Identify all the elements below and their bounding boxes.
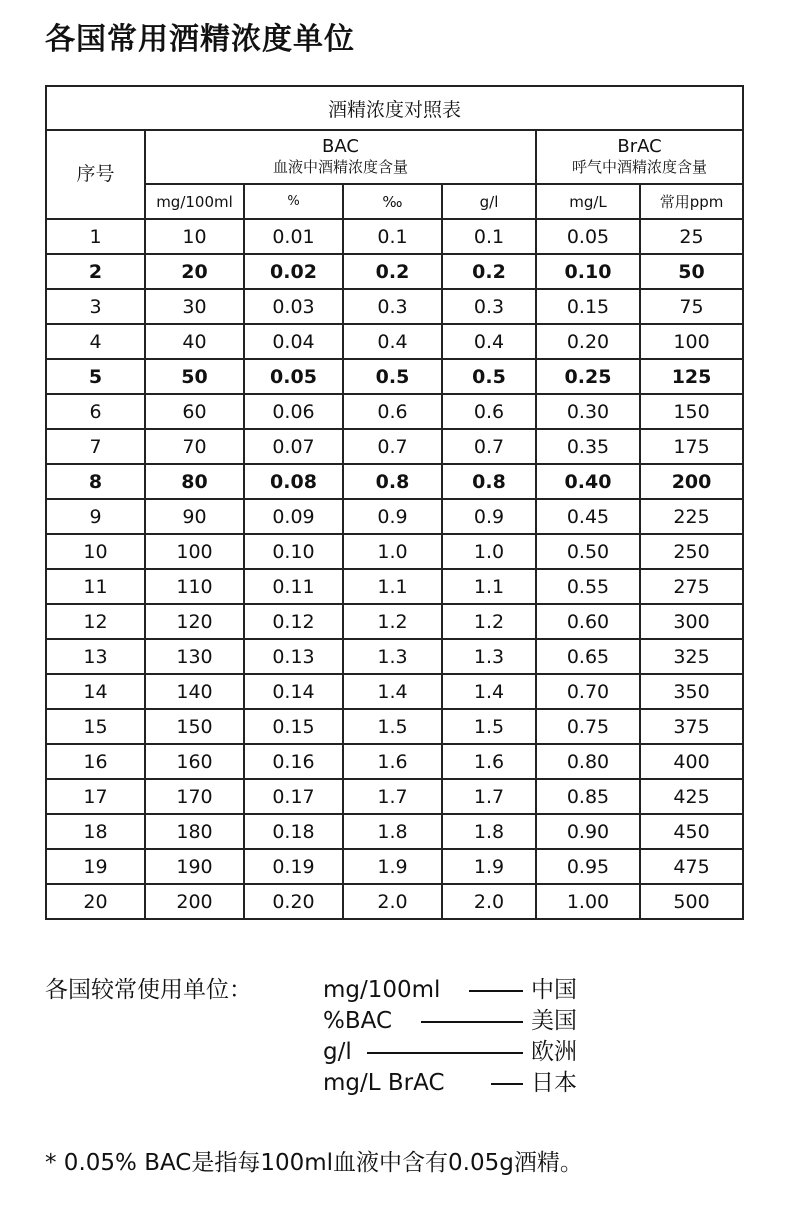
mg-100ml-cell: 100 xyxy=(145,534,244,569)
connector-line xyxy=(469,990,523,992)
mg-100ml-cell: 110 xyxy=(145,569,244,604)
common-units-list xyxy=(323,975,643,1099)
connector-line xyxy=(367,1052,523,1054)
percent-cell: 0.08 xyxy=(244,464,343,499)
permille-cell: 0.5 xyxy=(343,359,442,394)
g-l-cell: 1.9 xyxy=(442,849,536,884)
index-cell: 9 xyxy=(46,499,145,534)
index-cell: 6 xyxy=(46,394,145,429)
permille-cell: 0.6 xyxy=(343,394,442,429)
index-cell: 14 xyxy=(46,674,145,709)
permille-cell: 1.3 xyxy=(343,639,442,674)
mg-100ml-cell: 70 xyxy=(145,429,244,464)
ppm-cell: 125 xyxy=(640,359,743,394)
table-row xyxy=(46,604,743,639)
permille-cell: 1.2 xyxy=(343,604,442,639)
percent-cell: 0.10 xyxy=(244,534,343,569)
table-row xyxy=(46,394,743,429)
table-row xyxy=(46,254,743,289)
table-row xyxy=(46,289,743,324)
ppm-cell: 200 xyxy=(640,464,743,499)
table-row xyxy=(46,674,743,709)
unit-name: %BAC xyxy=(323,1008,393,1034)
index-cell: 3 xyxy=(46,289,145,324)
mg-100ml-cell: 150 xyxy=(145,709,244,744)
ppm-cell: 150 xyxy=(640,394,743,429)
percent-cell: 0.11 xyxy=(244,569,343,604)
table-row xyxy=(46,359,743,394)
g-l-cell: 0.2 xyxy=(442,254,536,289)
percent-cell: 0.09 xyxy=(244,499,343,534)
ppm-cell: 25 xyxy=(640,219,743,254)
mg-100ml-cell: 50 xyxy=(145,359,244,394)
unit-header-permille: ‰ xyxy=(343,184,442,219)
mg-100ml-cell: 40 xyxy=(145,324,244,359)
mg-l-cell: 1.00 xyxy=(536,884,640,919)
unit-header-percent: % xyxy=(244,184,343,219)
unit-region-item xyxy=(323,1037,643,1068)
mg-l-cell: 0.25 xyxy=(536,359,640,394)
g-l-cell: 1.3 xyxy=(442,639,536,674)
brac-group-description: 呼气中酒精浓度含量 xyxy=(572,158,708,176)
g-l-cell: 1.0 xyxy=(442,534,536,569)
ppm-cell: 400 xyxy=(640,744,743,779)
ppm-cell: 350 xyxy=(640,674,743,709)
ppm-cell: 75 xyxy=(640,289,743,324)
ppm-cell: 475 xyxy=(640,849,743,884)
percent-cell: 0.03 xyxy=(244,289,343,324)
table-row xyxy=(46,324,743,359)
permille-cell: 1.4 xyxy=(343,674,442,709)
mg-l-cell: 0.80 xyxy=(536,744,640,779)
index-cell: 10 xyxy=(46,534,145,569)
index-cell: 18 xyxy=(46,814,145,849)
index-cell: 13 xyxy=(46,639,145,674)
mg-l-cell: 0.70 xyxy=(536,674,640,709)
region-name: 欧洲 xyxy=(531,1039,577,1065)
percent-cell: 0.13 xyxy=(244,639,343,674)
table-row xyxy=(46,534,743,569)
mg-100ml-cell: 30 xyxy=(145,289,244,324)
index-cell: 19 xyxy=(46,849,145,884)
permille-cell: 2.0 xyxy=(343,884,442,919)
ppm-cell: 300 xyxy=(640,604,743,639)
ppm-cell: 425 xyxy=(640,779,743,814)
table-row xyxy=(46,499,743,534)
mg-l-cell: 0.95 xyxy=(536,849,640,884)
percent-cell: 0.18 xyxy=(244,814,343,849)
permille-cell: 0.9 xyxy=(343,499,442,534)
table-row xyxy=(46,849,743,884)
mg-l-cell: 0.45 xyxy=(536,499,640,534)
mg-l-cell: 0.90 xyxy=(536,814,640,849)
g-l-cell: 0.8 xyxy=(442,464,536,499)
mg-100ml-cell: 90 xyxy=(145,499,244,534)
g-l-cell: 1.7 xyxy=(442,779,536,814)
index-cell: 15 xyxy=(46,709,145,744)
table-row xyxy=(46,464,743,499)
permille-cell: 1.5 xyxy=(343,709,442,744)
g-l-cell: 1.4 xyxy=(442,674,536,709)
unit-name: mg/100ml xyxy=(323,977,441,1003)
ppm-cell: 325 xyxy=(640,639,743,674)
ppm-cell: 250 xyxy=(640,534,743,569)
mg-100ml-cell: 80 xyxy=(145,464,244,499)
mg-l-cell: 0.65 xyxy=(536,639,640,674)
g-l-cell: 0.3 xyxy=(442,289,536,324)
mg-100ml-cell: 170 xyxy=(145,779,244,814)
unit-header-ppm: 常用ppm xyxy=(640,184,743,219)
ppm-cell: 500 xyxy=(640,884,743,919)
percent-cell: 0.06 xyxy=(244,394,343,429)
mg-l-cell: 0.55 xyxy=(536,569,640,604)
page-title: 各国常用酒精浓度单位 xyxy=(45,22,355,57)
unit-region-item xyxy=(323,1068,643,1099)
g-l-cell: 0.4 xyxy=(442,324,536,359)
permille-cell: 1.1 xyxy=(343,569,442,604)
permille-cell: 1.8 xyxy=(343,814,442,849)
ppm-cell: 175 xyxy=(640,429,743,464)
unit-region-item xyxy=(323,975,643,1006)
ppm-cell: 450 xyxy=(640,814,743,849)
mg-100ml-cell: 120 xyxy=(145,604,244,639)
permille-cell: 0.4 xyxy=(343,324,442,359)
g-l-cell: 2.0 xyxy=(442,884,536,919)
permille-cell: 0.1 xyxy=(343,219,442,254)
connector-line xyxy=(491,1083,523,1085)
percent-cell: 0.14 xyxy=(244,674,343,709)
percent-cell: 0.17 xyxy=(244,779,343,814)
bac-group-name: BAC xyxy=(322,136,359,157)
mg-l-cell: 0.60 xyxy=(536,604,640,639)
mg-l-cell: 0.50 xyxy=(536,534,640,569)
ppm-cell: 225 xyxy=(640,499,743,534)
table-row xyxy=(46,569,743,604)
index-cell: 11 xyxy=(46,569,145,604)
brac-group-header xyxy=(536,130,743,184)
g-l-cell: 0.6 xyxy=(442,394,536,429)
g-l-cell: 0.9 xyxy=(442,499,536,534)
mg-l-cell: 0.35 xyxy=(536,429,640,464)
bac-group-description: 血液中酒精浓度含量 xyxy=(272,158,408,176)
table-row xyxy=(46,429,743,464)
permille-cell: 1.6 xyxy=(343,744,442,779)
mg-l-cell: 0.75 xyxy=(536,709,640,744)
table-caption: 酒精浓度对照表 xyxy=(46,86,743,130)
percent-cell: 0.01 xyxy=(244,219,343,254)
g-l-cell: 0.7 xyxy=(442,429,536,464)
index-cell: 20 xyxy=(46,884,145,919)
index-cell: 7 xyxy=(46,429,145,464)
footnote: * 0.05% BAC是指每100ml血液中含有0.05g酒精。 xyxy=(45,1150,583,1176)
mg-100ml-cell: 10 xyxy=(145,219,244,254)
table-row xyxy=(46,639,743,674)
mg-100ml-cell: 180 xyxy=(145,814,244,849)
common-units-label: 各国较常使用单位： xyxy=(45,977,252,1003)
permille-cell: 1.7 xyxy=(343,779,442,814)
table-row xyxy=(46,219,743,254)
ppm-cell: 375 xyxy=(640,709,743,744)
g-l-cell: 1.8 xyxy=(442,814,536,849)
percent-cell: 0.16 xyxy=(244,744,343,779)
mg-l-cell: 0.05 xyxy=(536,219,640,254)
ppm-cell: 50 xyxy=(640,254,743,289)
unit-header-mg-l: mg/L xyxy=(536,184,640,219)
permille-cell: 0.2 xyxy=(343,254,442,289)
g-l-cell: 1.6 xyxy=(442,744,536,779)
table-row xyxy=(46,884,743,919)
table-row xyxy=(46,814,743,849)
index-cell: 5 xyxy=(46,359,145,394)
bac-group-header xyxy=(145,130,536,184)
index-cell: 12 xyxy=(46,604,145,639)
mg-100ml-cell: 160 xyxy=(145,744,244,779)
mg-l-cell: 0.40 xyxy=(536,464,640,499)
table-row xyxy=(46,709,743,744)
mg-l-cell: 0.85 xyxy=(536,779,640,814)
unit-name: mg/L BrAC xyxy=(323,1070,445,1096)
mg-l-cell: 0.10 xyxy=(536,254,640,289)
g-l-cell: 1.5 xyxy=(442,709,536,744)
index-column-header: 序号 xyxy=(46,130,145,219)
table-row xyxy=(46,779,743,814)
connector-line xyxy=(421,1021,523,1023)
percent-cell: 0.02 xyxy=(244,254,343,289)
table-body xyxy=(46,219,743,919)
mg-100ml-cell: 200 xyxy=(145,884,244,919)
permille-cell: 0.7 xyxy=(343,429,442,464)
unit-region-item xyxy=(323,1006,643,1037)
permille-cell: 1.9 xyxy=(343,849,442,884)
region-name: 日本 xyxy=(531,1070,577,1096)
index-cell: 2 xyxy=(46,254,145,289)
ppm-cell: 275 xyxy=(640,569,743,604)
mg-l-cell: 0.20 xyxy=(536,324,640,359)
percent-cell: 0.20 xyxy=(244,884,343,919)
alcohol-concentration-table xyxy=(45,85,744,920)
ppm-cell: 100 xyxy=(640,324,743,359)
g-l-cell: 0.1 xyxy=(442,219,536,254)
table-row xyxy=(46,744,743,779)
mg-100ml-cell: 60 xyxy=(145,394,244,429)
mg-l-cell: 0.30 xyxy=(536,394,640,429)
unit-header-mg-100ml: mg/100ml xyxy=(145,184,244,219)
index-cell: 16 xyxy=(46,744,145,779)
g-l-cell: 0.5 xyxy=(442,359,536,394)
index-cell: 8 xyxy=(46,464,145,499)
mg-l-cell: 0.15 xyxy=(536,289,640,324)
index-cell: 4 xyxy=(46,324,145,359)
mg-100ml-cell: 190 xyxy=(145,849,244,884)
percent-cell: 0.12 xyxy=(244,604,343,639)
permille-cell: 1.0 xyxy=(343,534,442,569)
index-cell: 17 xyxy=(46,779,145,814)
unit-header-g-l: g/l xyxy=(442,184,536,219)
brac-group-name: BrAC xyxy=(617,136,662,157)
percent-cell: 0.07 xyxy=(244,429,343,464)
percent-cell: 0.05 xyxy=(244,359,343,394)
region-name: 中国 xyxy=(531,977,577,1003)
region-name: 美国 xyxy=(531,1008,577,1034)
index-cell: 1 xyxy=(46,219,145,254)
g-l-cell: 1.1 xyxy=(442,569,536,604)
percent-cell: 0.15 xyxy=(244,709,343,744)
g-l-cell: 1.2 xyxy=(442,604,536,639)
percent-cell: 0.04 xyxy=(244,324,343,359)
permille-cell: 0.8 xyxy=(343,464,442,499)
permille-cell: 0.3 xyxy=(343,289,442,324)
mg-100ml-cell: 140 xyxy=(145,674,244,709)
mg-100ml-cell: 20 xyxy=(145,254,244,289)
unit-name: g/l xyxy=(323,1039,352,1065)
mg-100ml-cell: 130 xyxy=(145,639,244,674)
percent-cell: 0.19 xyxy=(244,849,343,884)
